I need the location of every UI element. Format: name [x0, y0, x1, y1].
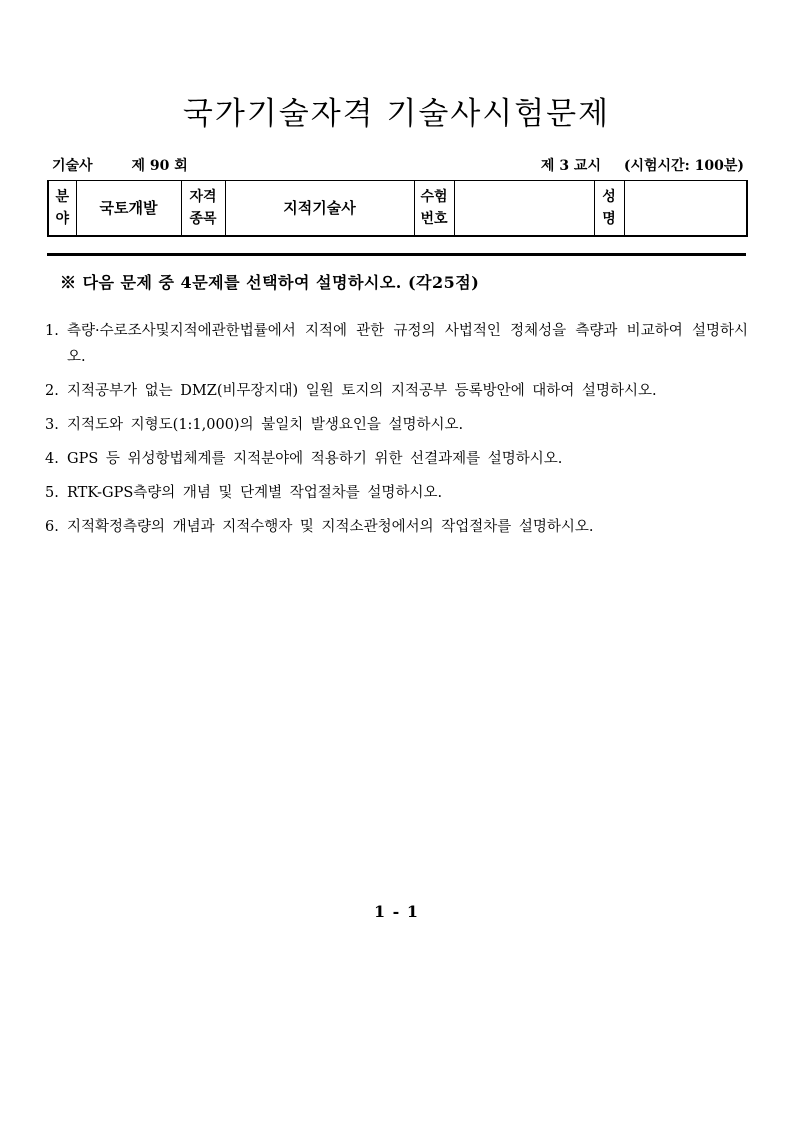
- question-item: [45, 480, 748, 506]
- exam-number-label-text: 수험 번호: [420, 188, 448, 227]
- question-item: [45, 446, 748, 472]
- page-title: 국가기술자격 기술사시험문제: [182, 95, 611, 132]
- exam-number-label: [414, 181, 454, 236]
- question-number: 2.: [45, 383, 59, 399]
- info-table: [47, 180, 748, 237]
- question-item: [45, 378, 748, 404]
- question-number: 3.: [45, 417, 59, 433]
- name-label: [594, 181, 624, 236]
- question-text: 지적확정측량의 개념과 지적수행자 및 지적소관청에서의 작업절차를 설명하시오.: [67, 519, 594, 535]
- question-number: 1.: [45, 323, 59, 339]
- question-list: [45, 318, 748, 548]
- exam-category: 기술사: [52, 158, 93, 174]
- section-divider: [47, 253, 746, 256]
- question-number: 5.: [45, 485, 59, 501]
- question-text: GPS 등 위성항법체계를 지적분야에 적용하기 위한 선결과제를 설명하시오.: [67, 451, 563, 467]
- qualification-label: [181, 181, 225, 236]
- question-text: 측량·수로조사및지적에관한법률에서 지적에 관한 규정의 사법적인 정체성을 측량과 비교하여 설명하시오.: [67, 323, 748, 365]
- qualification-value: 지적기술사: [225, 181, 414, 236]
- question-item: [45, 514, 748, 540]
- name-label-text: 성 명: [602, 188, 616, 227]
- question-text: 지적공부가 없는 DMZ(비무장지대) 일원 토지의 지적공부 등록방안에 대하여 설명하시오.: [67, 383, 657, 399]
- field-value: 국토개발: [76, 181, 181, 236]
- question-number: 4.: [45, 451, 59, 467]
- page-number: 1 - 1: [373, 902, 420, 921]
- exam-meta: [52, 156, 744, 176]
- question-item: [45, 412, 748, 438]
- question-number: 6.: [45, 519, 59, 535]
- instruction: ※ 다음 문제 중 4문제를 선택하여 설명하시오. (각25점): [60, 273, 480, 292]
- qualification-label-text: 자격 종목: [189, 188, 217, 227]
- exam-number-field[interactable]: [454, 181, 594, 236]
- question-text: 지적도와 지형도(1:1,000)의 불일치 발생요인을 설명하시오.: [67, 417, 464, 433]
- field-label: [48, 181, 76, 236]
- exam-time: (시험시간: 100분): [623, 158, 744, 174]
- name-field[interactable]: [624, 181, 747, 236]
- exam-round: 제 90 회: [131, 158, 188, 174]
- question-text: RTK-GPS측량의 개념 및 단계별 작업절차를 설명하시오.: [67, 485, 443, 501]
- exam-session: 제 3 교시: [540, 158, 601, 174]
- field-label-text: 분 야: [55, 188, 70, 227]
- question-item: [45, 318, 748, 370]
